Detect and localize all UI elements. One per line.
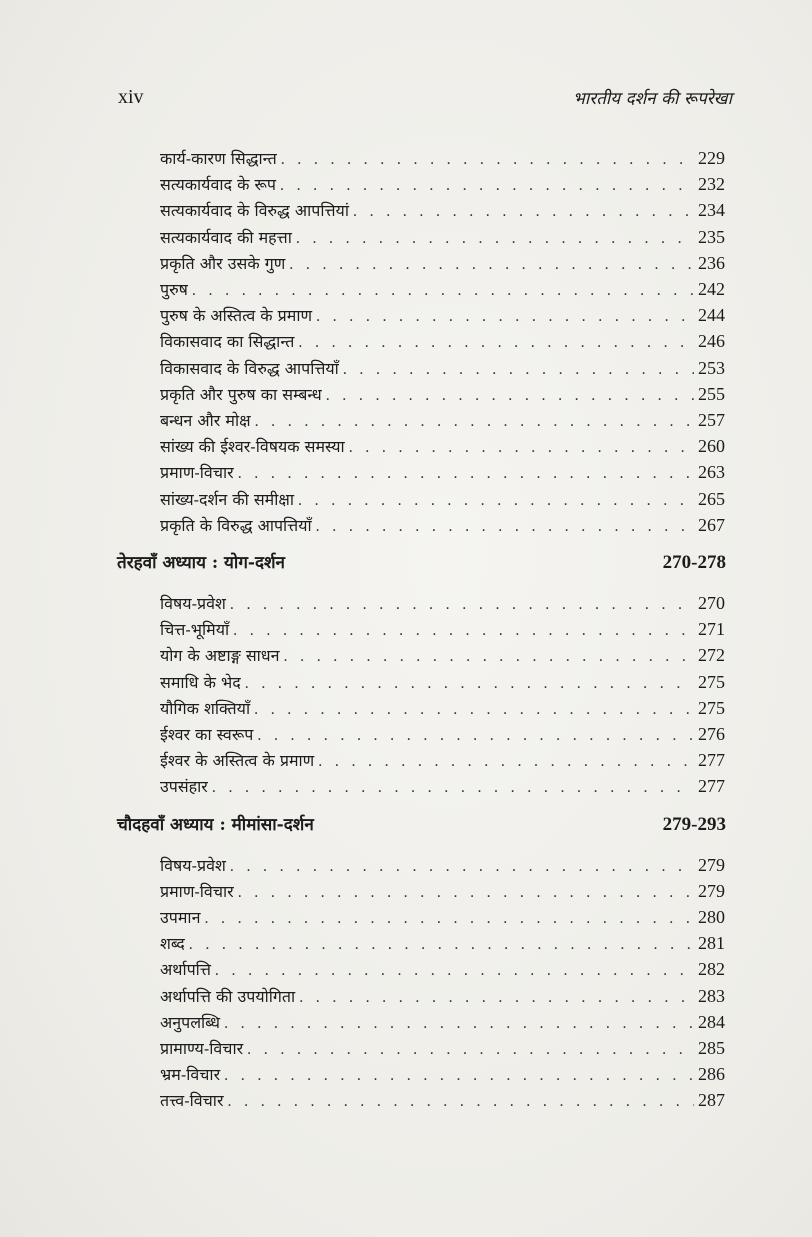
dot-leader (224, 1011, 694, 1037)
toc-entry (160, 486, 725, 512)
toc-entry (160, 773, 725, 799)
page-number-roman: xiv (118, 86, 144, 108)
toc-entry (160, 459, 725, 485)
dot-leader (254, 697, 694, 723)
toc-entry (160, 669, 725, 695)
dot-leader (255, 409, 694, 435)
toc-entry-title: विकासवाद का सिद्धान्त (160, 332, 295, 352)
toc-entry-title: बन्धन और मोक्ष (160, 411, 251, 430)
toc-entry-title: सत्यकार्यवाद के रूप (160, 175, 276, 195)
toc-entry-page: 270 (698, 593, 725, 613)
dot-leader (298, 488, 694, 514)
dot-leader (349, 435, 694, 461)
toc-entry-page: 284 (698, 1011, 725, 1032)
toc-entry-title: विषय-प्रवेश (160, 855, 226, 875)
toc-entry-title: सांख्य-दर्शन की समीक्षा (160, 489, 295, 509)
toc-entry (160, 721, 725, 747)
toc-entry (160, 355, 725, 381)
dot-leader (192, 278, 694, 304)
toc-entry (160, 512, 725, 538)
toc-entry-page: 277 (698, 776, 725, 797)
toc-entry-page: 275 (698, 697, 725, 718)
toc-entry (160, 878, 725, 904)
toc-entry-page: 271 (698, 619, 725, 640)
toc-entry-page: 275 (698, 671, 725, 692)
toc-entry-title: पुरुष (160, 280, 188, 299)
dot-leader (298, 330, 694, 356)
toc-entry-page: 282 (698, 959, 725, 980)
toc-entry (160, 381, 725, 407)
dot-leader (189, 932, 694, 958)
dot-leader (215, 958, 694, 984)
toc-entry-page: 229 (698, 148, 725, 168)
toc-entry-page: 283 (698, 985, 725, 1006)
toc-entry (160, 433, 725, 459)
toc-entry (160, 747, 725, 773)
dot-leader (247, 1037, 694, 1063)
dot-leader (353, 199, 694, 225)
toc-entry (160, 852, 725, 878)
chapter-heading (117, 550, 726, 580)
toc-entry-page: 272 (698, 645, 725, 666)
toc-entry-title: प्रकृति और पुरुष का सम्बन्ध (160, 384, 322, 404)
toc-entry-title: यौगिक शक्तियाँ (160, 698, 251, 718)
toc-entry (160, 616, 725, 642)
toc-entry (160, 328, 725, 354)
toc-entry-title: ईश्वर के अस्तित्व के प्रमाण (160, 751, 315, 771)
toc-entry-page: 235 (698, 226, 725, 247)
dot-leader (204, 906, 694, 932)
toc-entry-title: उपमान (160, 908, 201, 927)
toc-entry (160, 956, 725, 982)
toc-entry-title: सत्यकार्यवाद की महत्ता (160, 227, 292, 247)
dot-leader (233, 618, 694, 644)
toc-entry-page: 234 (698, 200, 725, 221)
dot-leader (326, 383, 694, 409)
toc-entry-page: 242 (698, 279, 725, 299)
toc-entry (160, 302, 725, 328)
toc-entry-page: 253 (698, 357, 725, 378)
toc-entry (160, 695, 725, 721)
dot-leader (230, 854, 694, 880)
dot-leader (257, 723, 694, 749)
toc-entry-title: तत्त्व-विचार (160, 1091, 224, 1111)
dot-leader (238, 880, 694, 906)
toc-entry-page: 255 (698, 383, 725, 404)
dot-leader (224, 1063, 694, 1089)
toc-entry-title: समाधि के भेद (160, 672, 241, 692)
toc-entry-title: योग के अष्टाङ्ग साधन (160, 646, 280, 666)
toc-entry-page: 263 (698, 462, 725, 483)
toc-entry-title: उपसंहार (160, 777, 208, 797)
toc-entry-title: प्रामाण्य-विचार (160, 1039, 244, 1058)
toc-entry-page: 267 (698, 514, 725, 535)
dot-leader (281, 147, 694, 173)
toc-entry-title: विषय-प्रवेश (160, 594, 226, 613)
toc-entry (160, 904, 725, 930)
toc-entry (160, 1061, 725, 1087)
toc-entry (160, 224, 725, 250)
toc-entry-title: अनुपलब्धि (160, 1012, 221, 1032)
dot-leader (296, 226, 694, 252)
toc-entry-page: 286 (698, 1064, 725, 1085)
toc-entry-title: अर्थापत्ति की उपयोगिता (160, 986, 296, 1006)
toc-entry-title: कार्य-कारण सिद्धान्त (160, 149, 277, 168)
toc-entry-page: 257 (698, 410, 725, 430)
toc-entry-page: 285 (698, 1038, 725, 1058)
toc-entry-title: अर्थापत्ति (160, 960, 211, 980)
toc-entry-page: 244 (698, 305, 725, 326)
dot-leader (230, 592, 694, 618)
toc-entry-page: 260 (698, 436, 725, 457)
toc-entry-page: 277 (698, 750, 725, 771)
dot-leader (318, 749, 694, 775)
toc-entry (160, 145, 725, 171)
dot-leader (289, 252, 694, 278)
toc-entry-title: भ्रम-विचार (160, 1065, 221, 1085)
running-title: भारतीय दर्शन की रूपरेखा (572, 89, 732, 109)
toc-entry (160, 642, 725, 668)
toc-entry (160, 407, 725, 433)
toc-entry-title: प्रकृति और उसके गुण (160, 253, 286, 273)
toc-entry-title: सांख्य की ईश्वर-विषयक समस्या (160, 437, 345, 457)
dot-leader (228, 1089, 695, 1115)
toc-entry (160, 171, 725, 197)
toc-entry-page: 279 (698, 880, 725, 901)
toc-entry (160, 1009, 725, 1035)
chapter-page-range: 279-293 (662, 813, 726, 835)
toc-entry-title: पुरुष के अस्तित्व के प्रमाण (160, 306, 313, 326)
toc-entry-page: 280 (698, 907, 725, 927)
toc-entry-title: प्रमाण-विचार (160, 881, 234, 901)
toc-entry (160, 197, 725, 223)
toc-entry (160, 250, 725, 276)
page-header (118, 86, 732, 110)
dot-leader (238, 461, 694, 487)
toc-entry-title: प्रमाण-विचार (160, 463, 234, 483)
toc-entry (160, 590, 725, 616)
toc-entry-page: 279 (698, 854, 725, 875)
toc-entry (160, 930, 725, 956)
toc-entry-page: 246 (698, 331, 725, 352)
dot-leader (284, 644, 695, 670)
dot-leader (212, 775, 694, 801)
toc-entry (160, 1087, 725, 1113)
toc-entry-page: 236 (698, 252, 725, 273)
toc-entry-page: 287 (698, 1090, 725, 1111)
dot-leader (299, 985, 694, 1011)
toc-entry-title: चित्त-भूमियाँ (160, 620, 230, 640)
toc-entry-title: प्रकृति के विरुद्ध आपत्तियाँ (160, 515, 312, 535)
dot-leader (245, 671, 694, 697)
dot-leader (343, 357, 694, 383)
toc-entry (160, 276, 725, 302)
chapter-heading (117, 812, 726, 842)
toc-entry (160, 1035, 725, 1061)
toc-entry-title: सत्यकार्यवाद के विरुद्ध आपत्तियां (160, 201, 349, 221)
dot-leader (316, 304, 694, 330)
toc-entry-page: 276 (698, 724, 725, 744)
dot-leader (316, 514, 694, 540)
toc-entry-page: 281 (698, 933, 725, 954)
toc-entry-title: शब्द (160, 934, 185, 954)
toc-entry (160, 983, 725, 1009)
dot-leader (280, 173, 694, 199)
toc-entry-page: 232 (698, 174, 725, 195)
toc-entry-title: विकासवाद के विरुद्ध आपत्तियाँ (160, 358, 339, 378)
chapter-title: चौदहवाँ अध्याय : मीमांसा-दर्शन (117, 814, 314, 835)
toc-entry-title: ईश्वर का स्वरूप (160, 725, 254, 744)
chapter-title: तेरहवाँ अध्याय : योग-दर्शन (117, 553, 285, 573)
chapter-page-range: 270-278 (662, 552, 726, 573)
toc-entry-page: 265 (698, 488, 725, 509)
